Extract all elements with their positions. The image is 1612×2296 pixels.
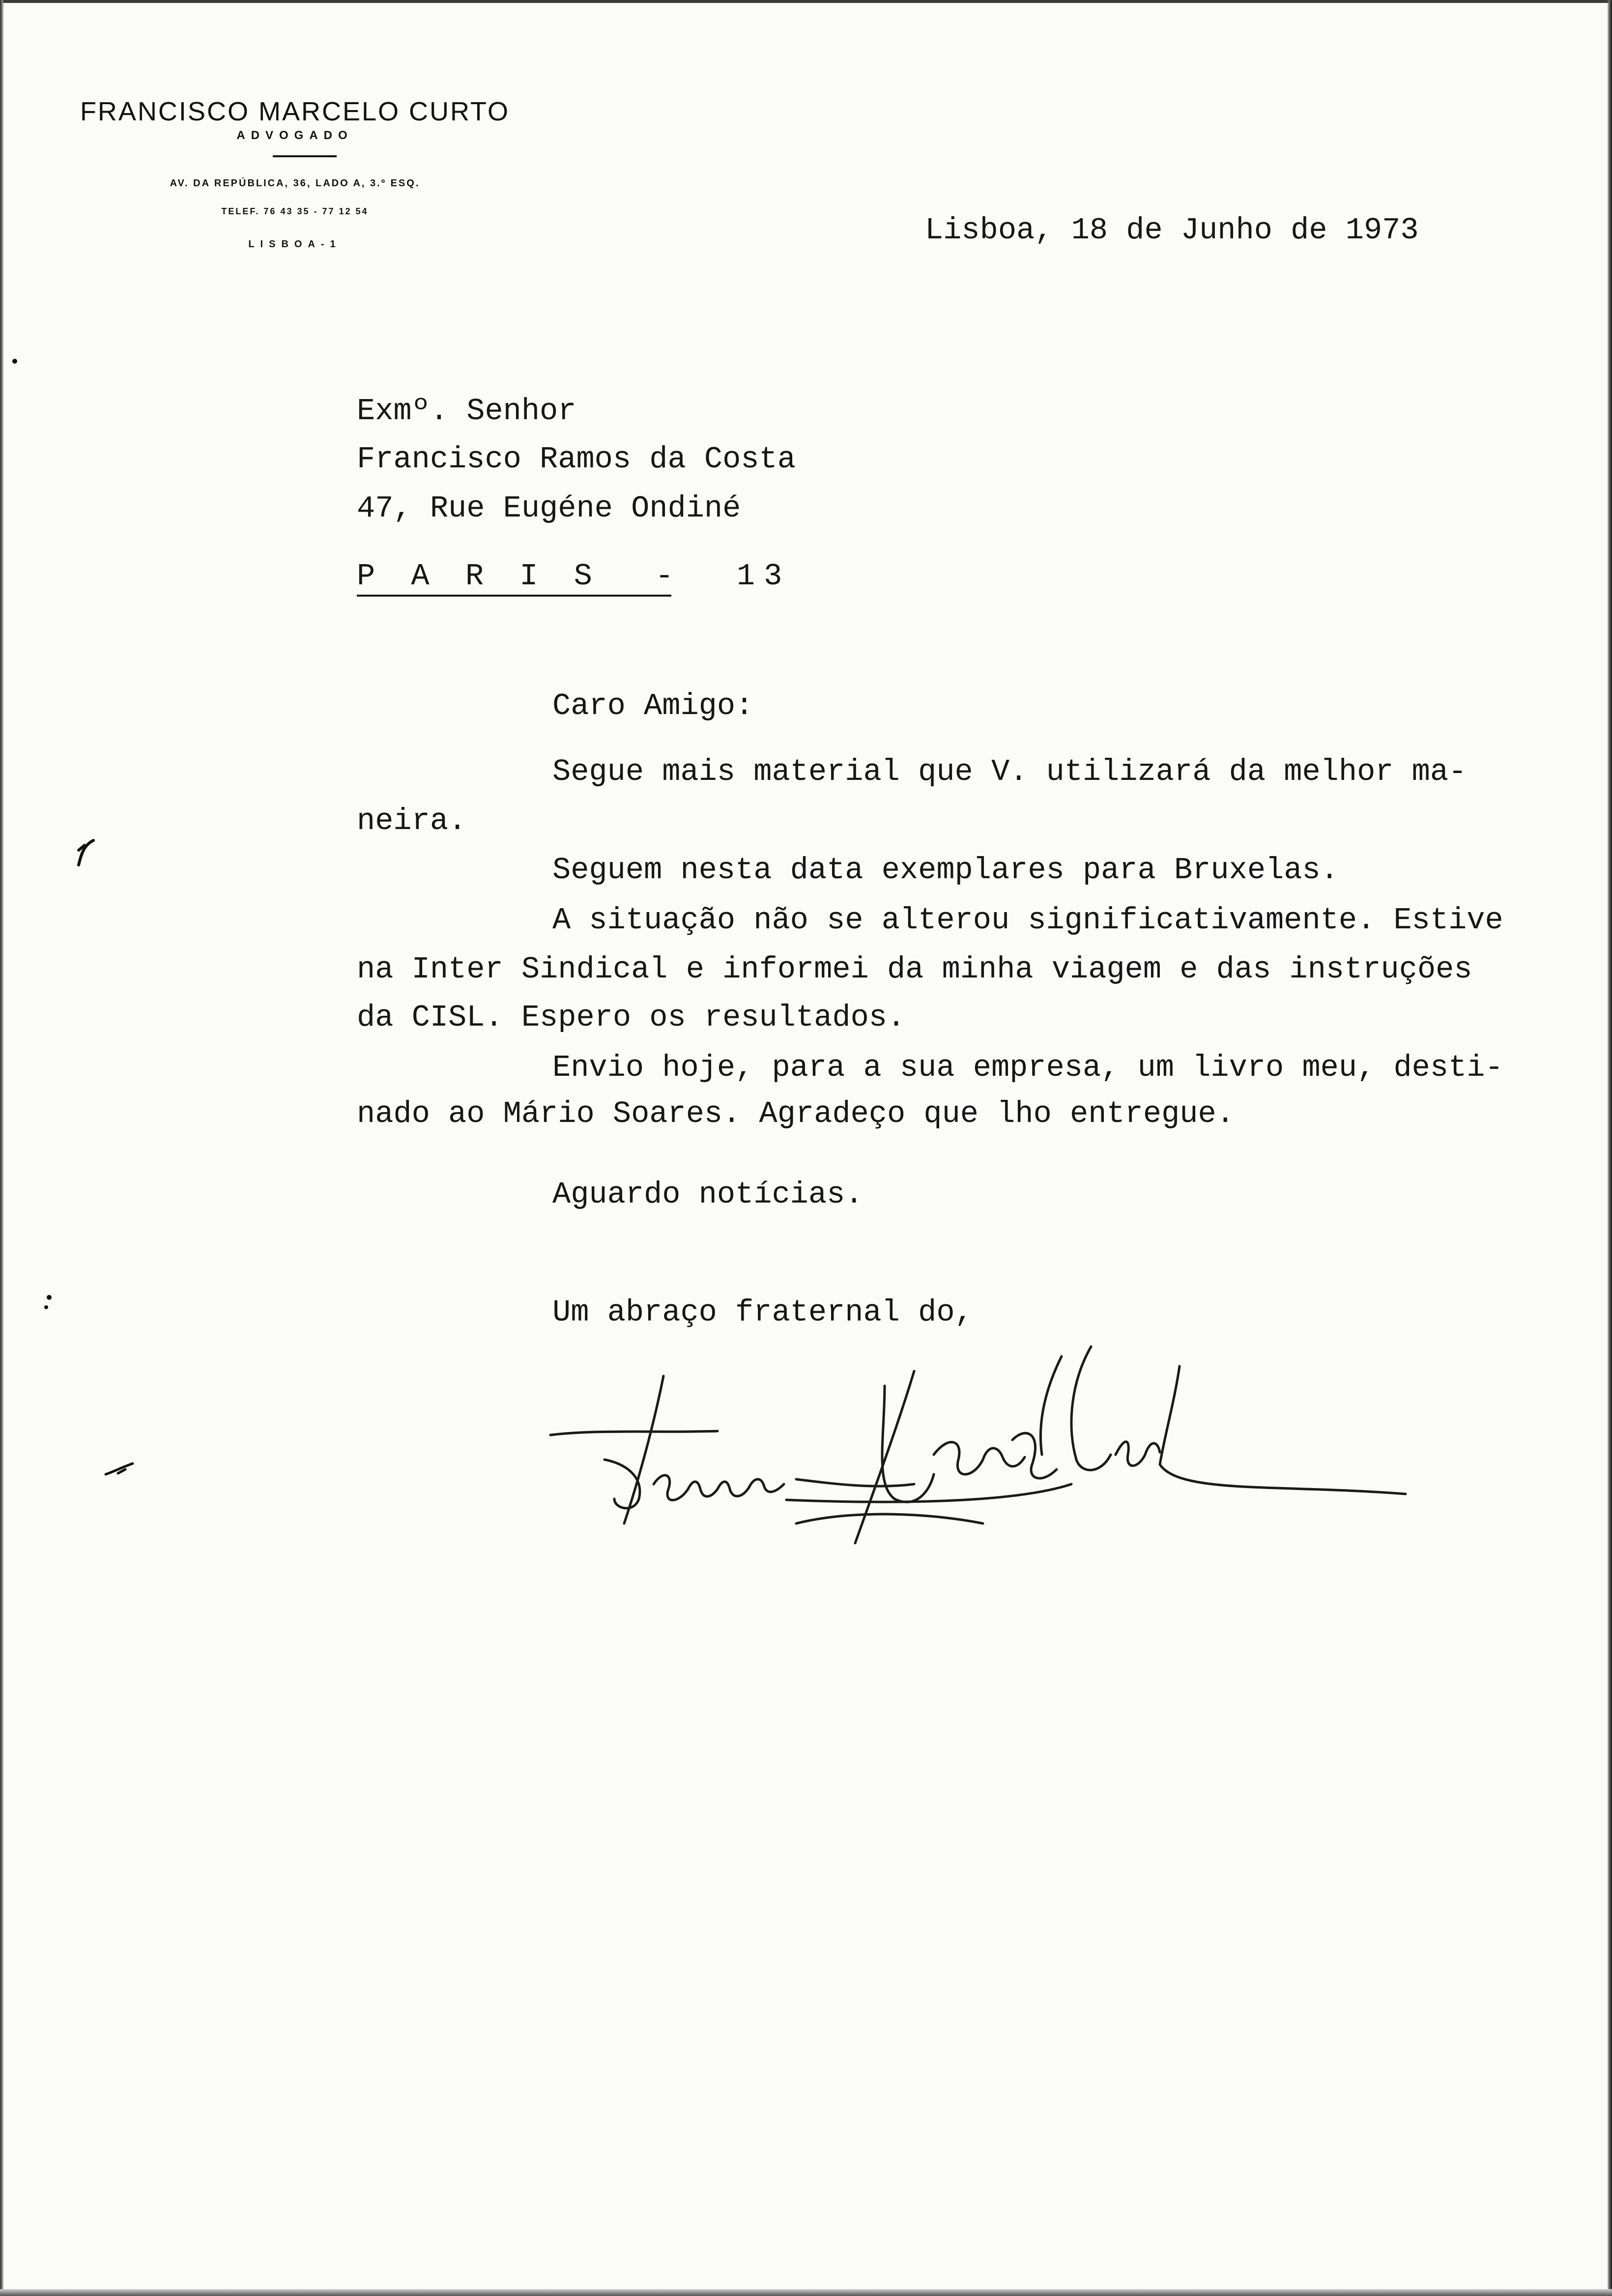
letterhead-profession: ADVOGADO: [236, 129, 353, 142]
letter-date: Lisboa, 18 de Junho de 1973: [925, 213, 1419, 248]
paragraph-4-line-2: nado ao Mário Soares. Agradeço que lho entregue.: [357, 1096, 1235, 1131]
paragraph-3-line-2: na Inter Sindical e informei da minha viagem e das instruções: [357, 952, 1472, 987]
letterhead-city: LISBOA-1: [248, 239, 342, 250]
letterhead-name: FRANCISCO MARCELO CURTO: [80, 97, 510, 126]
paragraph-1-line-1: Segue mais material que V. utilizará da melhor ma-: [552, 754, 1467, 789]
greeting: Caro Amigo:: [552, 689, 754, 723]
recipient-city: P A R I S - 13: [357, 559, 791, 594]
margin-mark-icon: [10, 354, 20, 369]
scan-edge-right: [1607, 0, 1612, 2296]
letterhead-divider: [273, 155, 337, 157]
paragraph-1-line-2: neira.: [357, 804, 467, 838]
scan-edge-top: [0, 0, 1612, 3]
scan-edge-left: [0, 0, 4, 2296]
paragraph-5-line-1: Aguardo notícias.: [552, 1177, 864, 1212]
recipient-name: Francisco Ramos da Costa: [357, 442, 796, 477]
letterhead-address: AV. DA REPÚBLICA, 36, LADO A, 3.º ESQ.: [170, 178, 420, 189]
handwritten-signature-icon: [541, 1337, 1465, 1592]
margin-mark-icon: [39, 1288, 59, 1317]
closing: Um abraço fraternal do,: [552, 1295, 973, 1330]
margin-mark-icon: [103, 1460, 138, 1479]
recipient-street: 47, Rue Eugéne Ondiné: [357, 491, 741, 526]
recipient-city-underline: [357, 595, 671, 597]
letterhead-phone: TELEF. 76 43 35 - 77 12 54: [221, 206, 369, 216]
paragraph-4-line-1: Envio hoje, para a sua empresa, um livro meu, desti-: [552, 1050, 1503, 1085]
recipient-title: Exmº. Senhor: [357, 394, 576, 429]
paragraph-2-line-1: Seguem nesta data exemplares para Bruxelas.: [552, 853, 1339, 888]
margin-mark-icon: [74, 835, 98, 870]
paragraph-3-line-1: A situação não se alterou significativamente. Estive: [552, 903, 1503, 938]
scan-edge-bottom: [0, 2289, 1612, 2296]
paragraph-3-line-3: da CISL. Espero os resultados.: [357, 1000, 906, 1035]
